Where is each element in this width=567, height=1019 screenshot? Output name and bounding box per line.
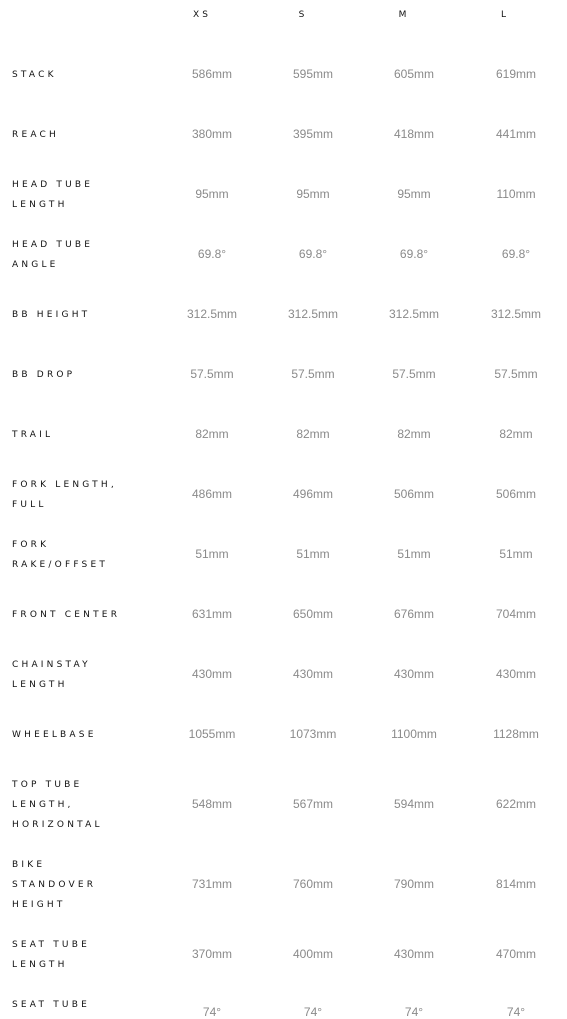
value-cell-m: 1100mm	[391, 727, 437, 741]
row-label	[12, 535, 162, 575]
value-cell-m: 676mm	[393, 607, 434, 621]
value-cell-m: 312.5mm	[388, 307, 440, 321]
value-cell-m: 74°	[404, 1005, 424, 1019]
row-label-line: TRAIL	[12, 430, 54, 440]
value-cell-xs: 57.5mm	[190, 367, 234, 381]
row-label	[12, 125, 162, 145]
value-cell-l: 69.8°	[501, 247, 531, 261]
value-cell-l: 814mm	[495, 877, 536, 891]
value-cell-s: 312.5mm	[287, 307, 339, 321]
row-label	[12, 305, 162, 325]
value-cell-s: 57.5mm	[291, 367, 335, 381]
row-label-line: LENGTH	[12, 960, 68, 970]
row-label-line: FULL	[12, 500, 47, 510]
row-label-line: HEIGHT	[12, 900, 66, 910]
row-label	[12, 725, 162, 745]
value-cell-xs: 586mm	[191, 67, 232, 81]
value-cell-s: 496mm	[292, 487, 333, 501]
row-label-line: WHEELBASE	[12, 730, 97, 740]
value-cell-s: 74°	[303, 1005, 323, 1019]
row-label	[12, 365, 162, 385]
value-cell-l: 704mm	[495, 607, 536, 621]
row-label-line: FRONT CENTER	[12, 610, 121, 620]
row-label-line: LENGTH,	[12, 800, 74, 810]
value-cell-m: 430mm	[393, 667, 434, 681]
value-cell-m: 51mm	[397, 547, 431, 561]
value-cell-l: 82mm	[499, 427, 533, 441]
value-cell-m: 430mm	[393, 947, 434, 961]
row-label-line: BIKE	[12, 860, 46, 870]
value-cell-l: 470mm	[495, 947, 536, 961]
value-cell-s: 395mm	[292, 127, 333, 141]
value-cell-s: 650mm	[292, 607, 333, 621]
value-cell-xs: 486mm	[191, 487, 232, 501]
value-cell-l: 622mm	[495, 797, 536, 811]
row-label	[12, 655, 162, 695]
value-cell-m: 69.8°	[399, 247, 429, 261]
value-cell-xs: 82mm	[195, 427, 229, 441]
value-cell-m: 95mm	[397, 187, 431, 201]
row-label	[12, 175, 162, 215]
value-cell-xs: 51mm	[195, 547, 229, 561]
value-cell-m: 57.5mm	[392, 367, 436, 381]
value-cell-l: 506mm	[495, 487, 536, 501]
size-header-m: M	[398, 10, 410, 20]
size-header-xs: XS	[193, 10, 211, 20]
value-cell-xs: 95mm	[195, 187, 229, 201]
row-label	[12, 935, 162, 975]
row-label	[12, 425, 162, 445]
value-cell-l: 1128mm	[493, 727, 539, 741]
value-cell-l: 110mm	[496, 187, 536, 201]
row-label-line: HORIZONTAL	[12, 820, 103, 830]
value-cell-m: 418mm	[393, 127, 434, 141]
row-label	[12, 65, 162, 85]
value-cell-l: 430mm	[495, 667, 536, 681]
value-cell-xs: 380mm	[191, 127, 232, 141]
value-cell-s: 567mm	[292, 797, 333, 811]
size-header-s: S	[298, 10, 308, 20]
row-label	[12, 605, 162, 625]
value-cell-s: 82mm	[296, 427, 330, 441]
value-cell-s: 69.8°	[298, 247, 328, 261]
value-cell-m: 82mm	[397, 427, 431, 441]
row-label-line: ANGLE	[12, 260, 59, 270]
row-label-line: BB DROP	[12, 370, 76, 380]
value-cell-xs: 430mm	[191, 667, 232, 681]
value-cell-s: 51mm	[296, 547, 330, 561]
value-cell-m: 790mm	[393, 877, 434, 891]
row-label-line: HEAD TUBE	[12, 240, 94, 250]
value-cell-xs: 731mm	[191, 877, 232, 891]
row-label-line: BB HEIGHT	[12, 310, 91, 320]
value-cell-s: 430mm	[292, 667, 333, 681]
value-cell-m: 506mm	[393, 487, 434, 501]
value-cell-xs: 631mm	[191, 607, 232, 621]
value-cell-l: 51mm	[499, 547, 533, 561]
value-cell-s: 400mm	[292, 947, 333, 961]
row-label-line: FORK	[12, 540, 50, 550]
value-cell-xs: 1055mm	[188, 727, 236, 741]
row-label-line: SEAT TUBE	[12, 940, 90, 950]
row-label-line: TOP TUBE	[12, 780, 83, 790]
row-label-line: RAKE/OFFSET	[12, 560, 109, 570]
row-label-line: SEAT TUBE	[12, 1000, 90, 1010]
value-cell-xs: 69.8°	[197, 247, 227, 261]
row-label-line: CHAINSTAY	[12, 660, 91, 670]
value-cell-l: 57.5mm	[494, 367, 538, 381]
value-cell-l: 441mm	[495, 127, 536, 141]
value-cell-l: 312.5mm	[490, 307, 542, 321]
value-cell-m: 594mm	[393, 797, 434, 811]
row-label	[12, 775, 162, 835]
row-label	[12, 475, 162, 515]
value-cell-l: 74°	[506, 1005, 526, 1019]
value-cell-m: 605mm	[393, 67, 434, 81]
value-cell-s: 95mm	[296, 187, 330, 201]
row-label-line: STACK	[12, 70, 57, 80]
value-cell-s: 1073mm	[289, 727, 337, 741]
value-cell-s: 760mm	[292, 877, 333, 891]
row-label-line: STANDOVER	[12, 880, 97, 890]
value-cell-xs: 548mm	[191, 797, 232, 811]
row-label	[12, 235, 162, 275]
row-label-line: REACH	[12, 130, 59, 140]
size-header-row	[0, 0, 567, 34]
value-cell-xs: 74°	[202, 1005, 222, 1019]
row-label-line: FORK LENGTH,	[12, 480, 117, 490]
row-label-line: LENGTH	[12, 680, 68, 690]
size-header-l: L	[500, 10, 509, 20]
value-cell-s: 595mm	[292, 67, 333, 81]
row-label	[12, 855, 162, 915]
value-cell-xs: 370mm	[191, 947, 232, 961]
row-label-line: LENGTH	[12, 200, 68, 210]
value-cell-xs: 312.5mm	[186, 307, 238, 321]
row-label	[12, 995, 162, 1015]
row-label-line: HEAD TUBE	[12, 180, 94, 190]
value-cell-l: 619mm	[495, 67, 536, 81]
